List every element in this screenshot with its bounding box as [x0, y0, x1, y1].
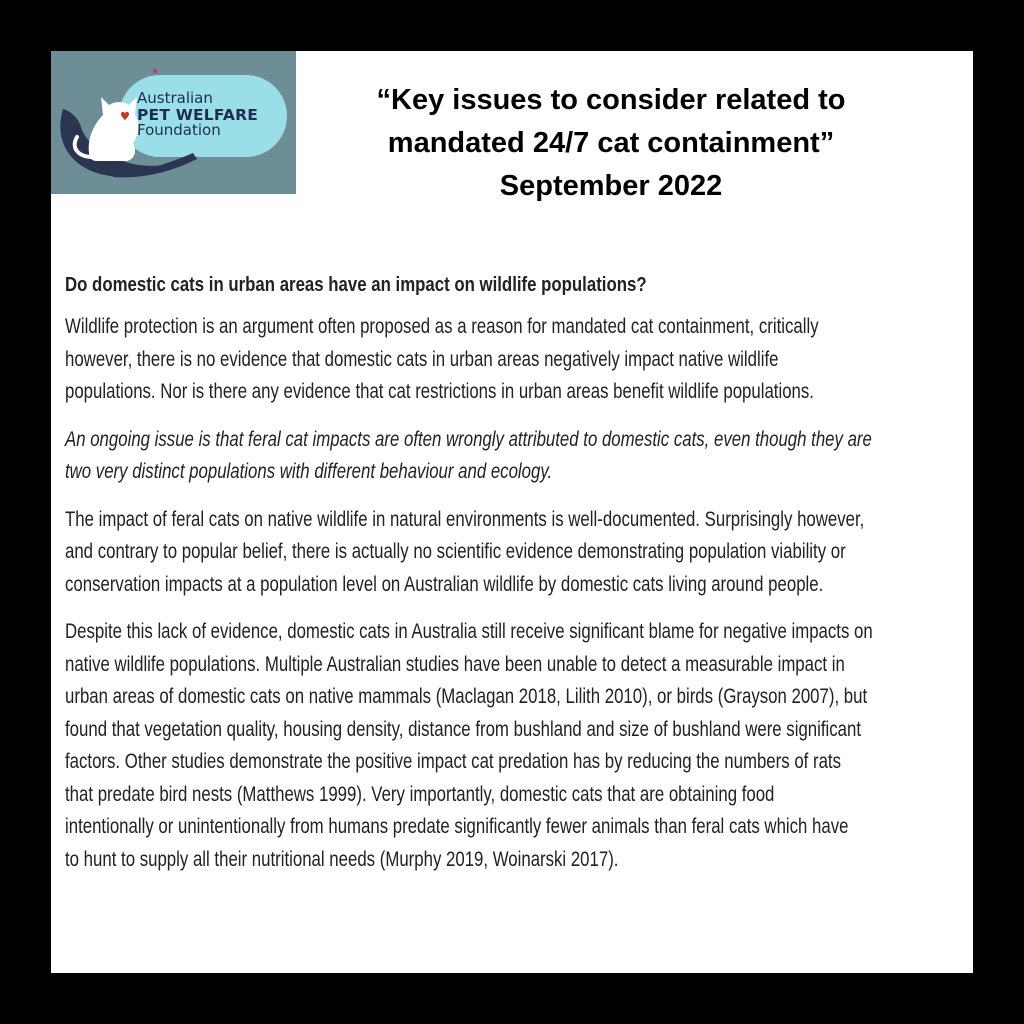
paragraph-line: populations. Nor is there any evidence that cat restrictions in urban areas benefit wildlife populations.: [65, 380, 814, 403]
paragraph-2-italic: [65, 424, 872, 489]
title-line-1: “Key issues to consider related to: [376, 84, 846, 116]
paragraph-line: native wildlife populations. Multiple Australian studies have been unable to detect a measurable impact in: [65, 652, 845, 676]
paragraph-line: factors. Other studies demonstrate the positive impact cat predation has by reducing the numbers of rats: [65, 750, 841, 773]
paragraph-line: two very distinct populations with different behaviour and ecology.: [65, 460, 553, 483]
paragraph-line: found that vegetation quality, housing density, distance from bushland and size of bushland were significant: [65, 717, 862, 741]
paragraph-line: intentionally or unintentionally from humans predate significantly fewer animals than feral cats which have: [65, 815, 849, 838]
paragraph-line: and contrary to popular belief, there is actually no scientific evidence demonstrating population viability or: [65, 540, 846, 563]
paragraph-line: that predate bird nests (Matthews 1999). Very importantly, domestic cats that are obtaining food: [65, 782, 775, 806]
paragraph-line: An ongoing issue is that feral cat impacts are often wrongly attributed to domestic cats, even though they are: [65, 427, 872, 451]
article-body: [65, 274, 971, 891]
paragraph-line: urban areas of domestic cats on native mammals (Maclagan 2018, Lilith 2010), or birds (Grayson 2007), but: [65, 685, 868, 708]
paragraph-line: conservation impacts at a population level on Australian wildlife by domestic cats living around people.: [65, 572, 824, 596]
logo-line-australian: Australian: [137, 89, 213, 107]
paragraph-line: The impact of feral cats on native wildlife in natural environments is well-documented. Surprisingly however,: [65, 507, 865, 531]
paragraph-line: Wildlife protection is an argument often proposed as a reason for mandated cat containment, critically: [65, 315, 819, 338]
paragraph-line: to hunt to supply all their nutritional needs (Murphy 2019, Woinarski 2017).: [65, 847, 619, 871]
paragraph-4: [65, 616, 873, 876]
document-page: [51, 51, 973, 973]
paragraph-3: [65, 504, 865, 602]
document-title: [331, 79, 891, 208]
section-heading: Do domestic cats in urban areas have an impact on wildlife populations?: [65, 274, 647, 296]
logo-text: [137, 91, 258, 139]
title-line-2: mandated 24/7 cat containment”: [387, 127, 835, 159]
logo-line-foundation: Foundation: [137, 121, 221, 140]
paragraph-1: [65, 311, 819, 409]
logo-line-pet-welfare: PET WELFARE: [137, 105, 259, 124]
title-line-3: September 2022: [499, 170, 723, 202]
paragraph-line: Despite this lack of evidence, domestic cats in Australia still receive significant blame for negative impacts on: [65, 620, 873, 643]
logo: [51, 51, 296, 194]
paragraph-line: however, there is no evidence that domestic cats in urban areas negatively impact native wildlife: [65, 347, 779, 371]
